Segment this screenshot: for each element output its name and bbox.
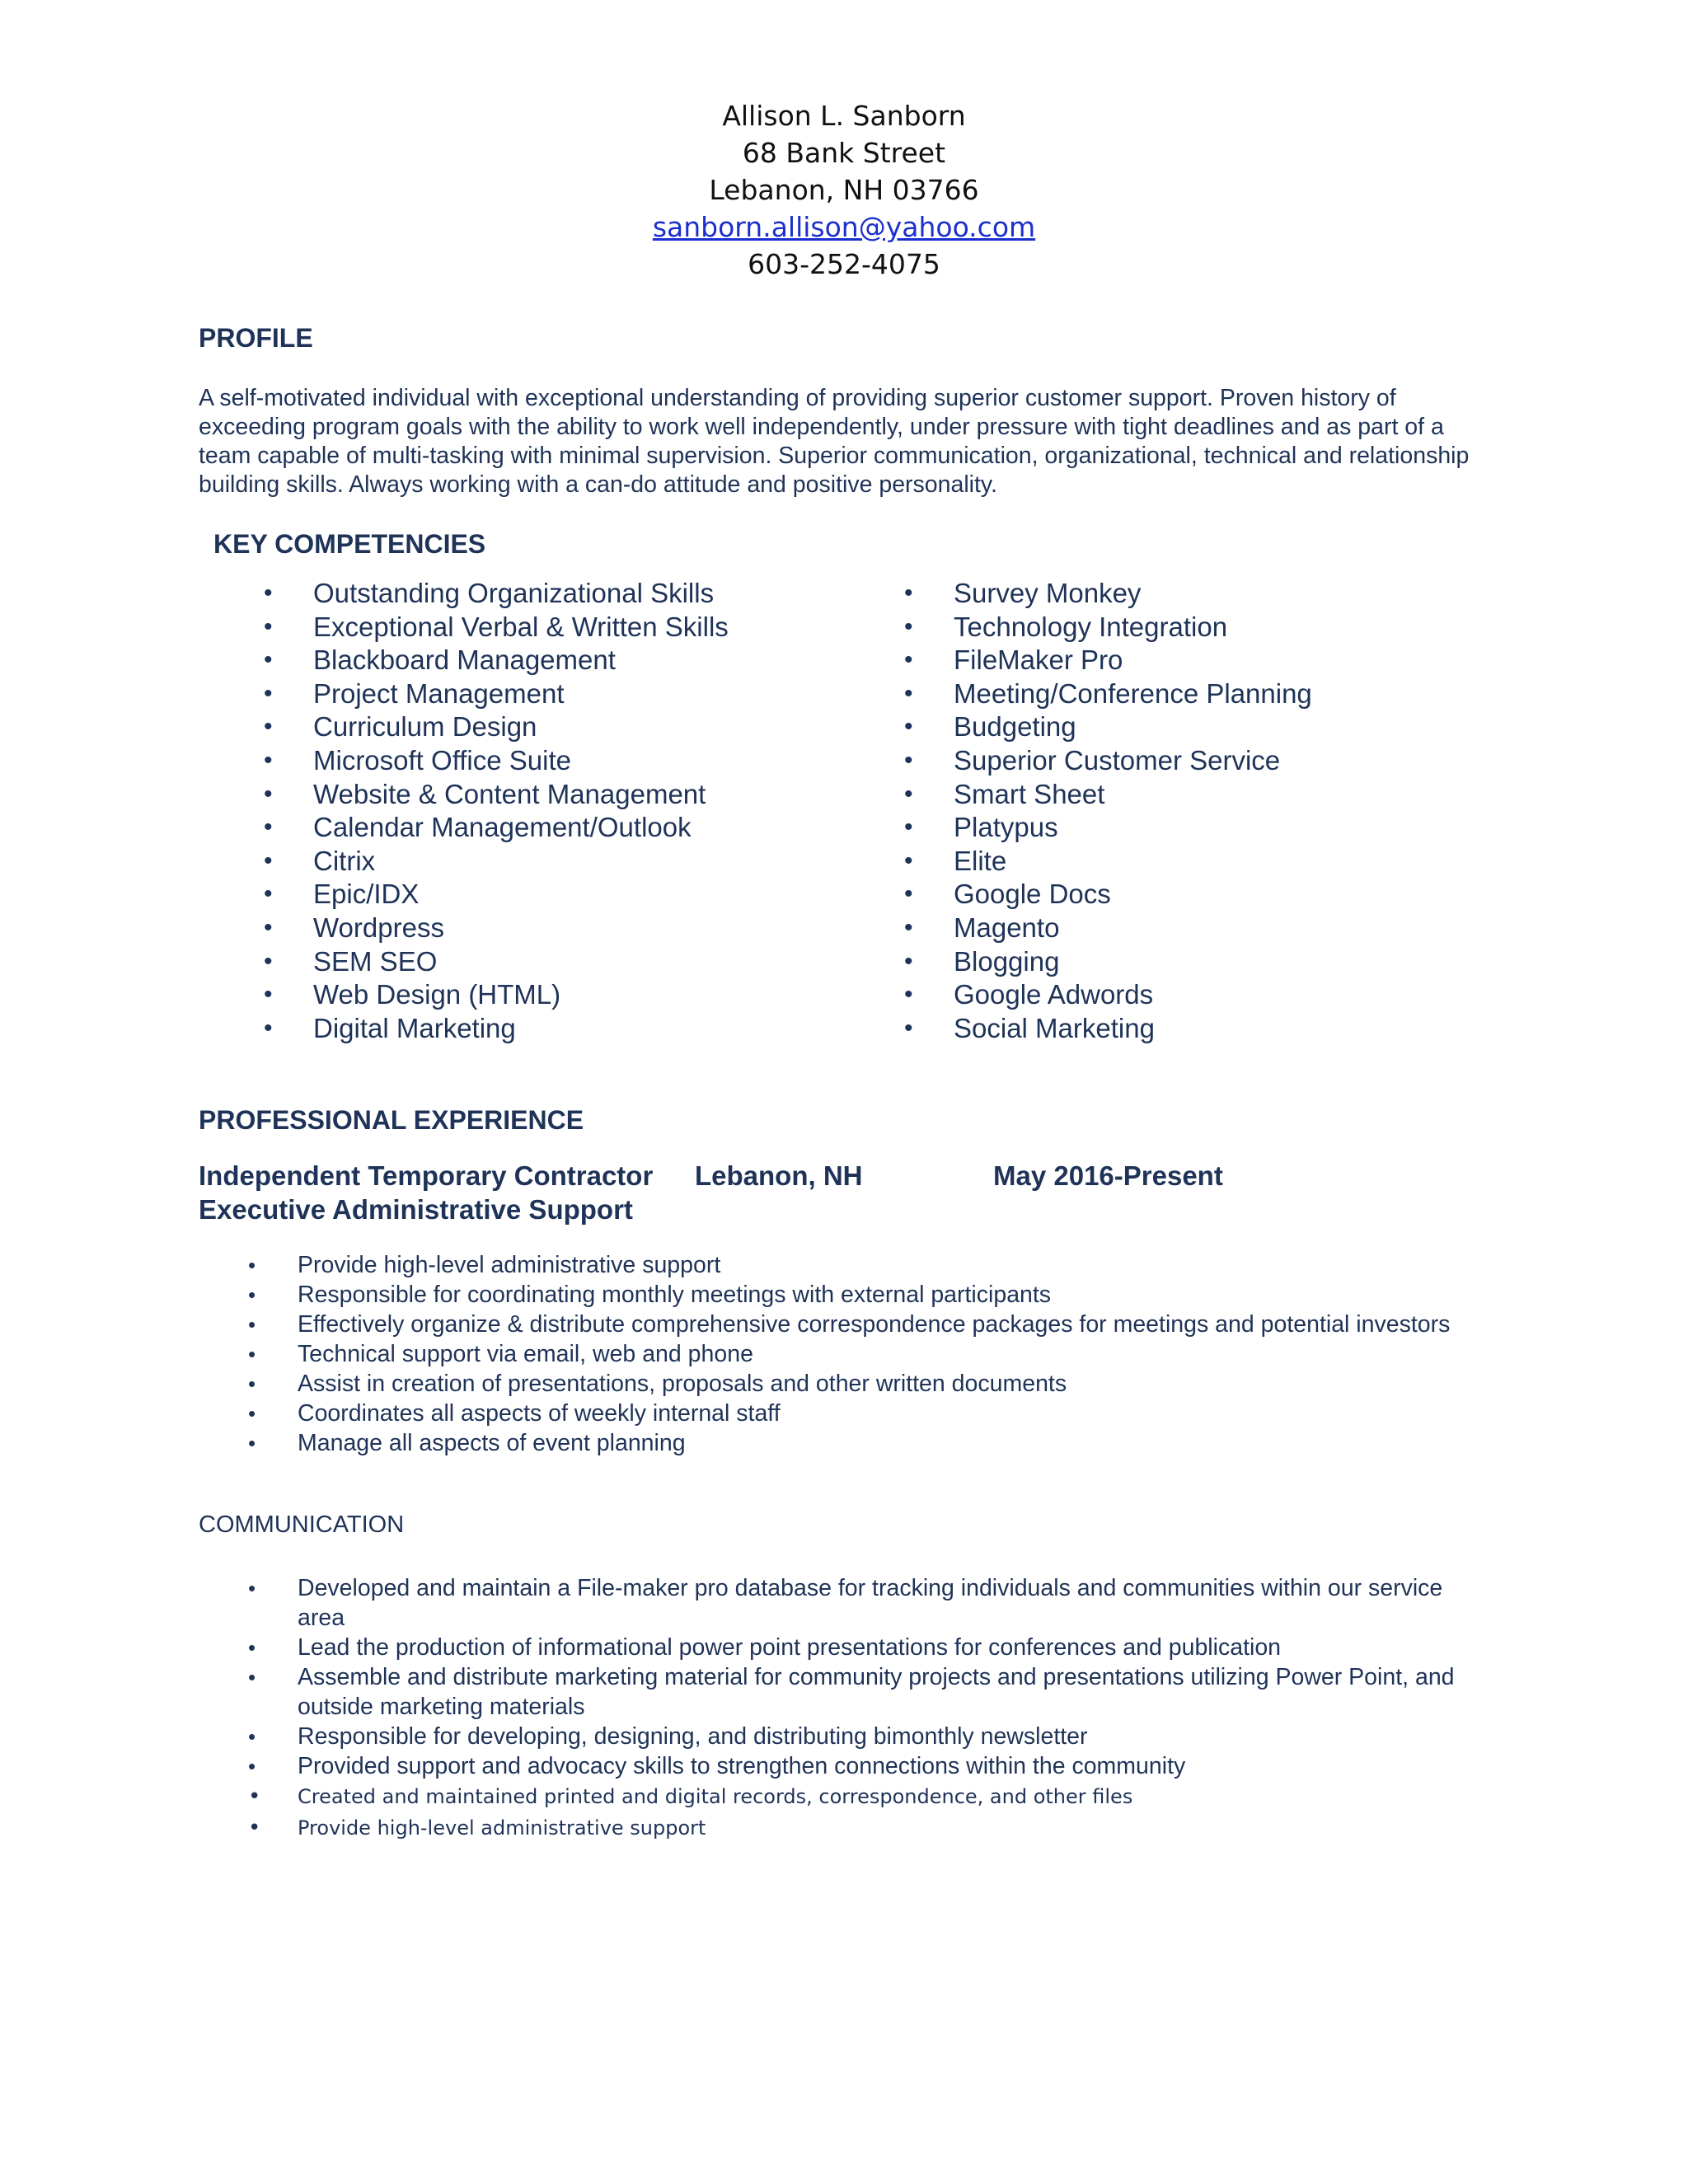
competency-item-text: Blogging [954, 945, 1060, 977]
bullet-icon: • [264, 880, 273, 908]
job-role: Executive Administrative Support [199, 1194, 633, 1225]
competency-item-text: Smart Sheet [954, 778, 1105, 809]
job-duties-list [248, 1250, 1493, 1458]
bullet-icon: • [904, 947, 913, 975]
bullet-icon: • [264, 947, 273, 975]
bullet-icon: • [264, 1014, 273, 1042]
competency-item [904, 778, 1312, 812]
communication-item [248, 1573, 1493, 1633]
competencies-list-left [264, 577, 729, 1045]
communication-item-text: Responsible for developing, designing, and distributing bimonthly newsletter [298, 1723, 1088, 1750]
duty-item [248, 1280, 1493, 1310]
street-address: 68 Bank Street [742, 137, 946, 169]
bullet-icon: • [248, 1282, 256, 1307]
profile-summary: A self-motivated individual with exceptional understanding of providing superior customer support. Proven history of exceeding program goals with the ability to work well independently, under pressure with tight deadlines and as part of a team capable of multi-tasking with minimal supervision. Superior communication, organizational, technical and relationship building skills. Always working with a can-do attitude and positive personality. [199, 385, 1470, 498]
competency-item-text: Outstanding Organizational Skills [313, 578, 715, 608]
communication-item [248, 1722, 1493, 1751]
duty-item-text: Assist in creation of presentations, proposals and other written documents [298, 1371, 1067, 1397]
communication-item [248, 1633, 1493, 1662]
communication-item-text: Provide high-level administrative support [298, 1816, 706, 1840]
competency-item-text: Survey Monkey [954, 578, 1142, 608]
competency-item-text: Citrix [313, 845, 376, 876]
communication-item-text: Provided support and advocacy skills to strengthen connections within the community [298, 1753, 1186, 1779]
competency-item-text: SEM SEO [313, 945, 438, 977]
competency-item-text: Superior Customer Service [954, 744, 1281, 776]
bullet-icon: • [248, 1342, 256, 1366]
duty-item [248, 1339, 1493, 1369]
job-title: Independent Temporary Contractor [199, 1160, 654, 1191]
duty-item [248, 1369, 1493, 1399]
duty-item-text: Coordinates all aspects of weekly internal staff [298, 1400, 781, 1427]
bullet-icon: • [904, 579, 913, 607]
competency-item-text: Web Design (HTML) [313, 979, 561, 1010]
city-state-zip: Lebanon, NH 03766 [709, 174, 979, 206]
competency-item [904, 677, 1312, 711]
competency-item-text: Blackboard Management [313, 644, 616, 676]
competency-item [264, 677, 729, 711]
bullet-icon: • [248, 1784, 261, 1809]
competency-item [264, 811, 729, 845]
duty-item [248, 1310, 1493, 1339]
bullet-icon: • [264, 679, 273, 707]
bullet-icon: • [248, 1371, 256, 1396]
bullet-icon: • [248, 1401, 256, 1426]
communication-item-text: Assemble and distribute marketing material for community projects and presentations utilizing Power Point, and outside marketing materials [298, 1664, 1455, 1720]
competency-item [264, 845, 729, 879]
competency-item [264, 611, 729, 644]
competency-item [904, 644, 1312, 677]
bullet-icon: • [904, 612, 913, 640]
competency-item-text: Google Adwords [954, 979, 1154, 1010]
communication-item [248, 1812, 1493, 1844]
bullet-icon: • [904, 679, 913, 707]
communication-heading: COMMUNICATION [199, 1511, 405, 1538]
bullet-icon: • [248, 1816, 261, 1840]
competency-item-text: Google Docs [954, 879, 1111, 910]
bullet-icon: • [248, 1665, 256, 1690]
communication-item [248, 1662, 1493, 1722]
bullet-icon: • [904, 813, 913, 841]
communication-item-text: Created and maintained printed and digital records, correspondence, and other files [298, 1785, 1133, 1808]
competency-item [264, 744, 729, 778]
bullet-icon: • [904, 780, 913, 808]
bullet-icon: • [248, 1431, 256, 1455]
bullet-icon: • [264, 646, 273, 674]
bullet-icon: • [904, 981, 913, 1009]
competency-item [904, 845, 1312, 879]
competency-item [904, 577, 1312, 611]
competency-item-text: Elite [954, 845, 1007, 876]
competency-item [904, 744, 1312, 778]
competency-item [904, 1012, 1312, 1046]
communication-item-text: Lead the production of informational power point presentations for conferences and publication [298, 1634, 1282, 1661]
competency-item-text: Technology Integration [954, 611, 1228, 642]
bullet-icon: • [264, 913, 273, 941]
duty-item-text: Provide high-level administrative support [298, 1252, 721, 1278]
bullet-icon: • [264, 579, 273, 607]
competency-item-text: Budgeting [954, 711, 1076, 743]
competency-item [264, 1012, 729, 1046]
email-link[interactable]: sanborn.allison@yahoo.com [652, 211, 1036, 243]
job-location: Lebanon, NH [695, 1160, 863, 1191]
competency-item-text: Calendar Management/Outlook [313, 812, 692, 843]
bullet-icon: • [264, 813, 273, 841]
competency-item [264, 912, 729, 945]
bullet-icon: • [904, 846, 913, 874]
competency-item-text: Microsoft Office Suite [313, 744, 572, 776]
competency-item [904, 945, 1312, 979]
competency-item-text: Platypus [954, 812, 1058, 843]
competency-item-text: Wordpress [313, 912, 444, 943]
communication-item [248, 1751, 1493, 1781]
competency-item-text: Curriculum Design [313, 711, 537, 743]
competency-item-text: Exceptional Verbal & Written Skills [313, 611, 729, 642]
duty-item-text: Responsible for coordinating monthly meetings with external participants [298, 1282, 1052, 1308]
bullet-icon: • [248, 1576, 256, 1601]
bullet-icon: • [904, 1014, 913, 1042]
competency-item [904, 878, 1312, 912]
bullet-icon: • [264, 981, 273, 1009]
competency-item [264, 778, 729, 812]
competency-item [904, 811, 1312, 845]
competency-item [904, 912, 1312, 945]
competencies-heading: KEY COMPETENCIES [213, 529, 486, 559]
phone-number: 603-252-4075 [748, 248, 940, 280]
duty-item-text: Effectively organize & distribute comprehensive correspondence packages for meetings and potential investors [298, 1311, 1451, 1338]
applicant-name: Allison L. Sanborn [722, 100, 966, 132]
competency-item-text: Epic/IDX [313, 879, 420, 910]
bullet-icon: • [248, 1635, 256, 1660]
bullet-icon: • [264, 846, 273, 874]
bullet-icon: • [248, 1724, 256, 1749]
duty-item-text: Technical support via email, web and phone [298, 1341, 753, 1367]
bullet-icon: • [248, 1253, 256, 1277]
competency-item-text: Meeting/Conference Planning [954, 677, 1312, 709]
bullet-icon: • [904, 713, 913, 741]
bullet-icon: • [264, 612, 273, 640]
competency-item [264, 878, 729, 912]
competency-item [264, 577, 729, 611]
duty-item [248, 1250, 1493, 1280]
competency-item-text: Digital Marketing [313, 1012, 516, 1043]
bullet-icon: • [264, 780, 273, 808]
experience-heading: PROFESSIONAL EXPERIENCE [199, 1105, 584, 1135]
competency-item-text: Social Marketing [954, 1012, 1155, 1043]
competencies-list-right [904, 577, 1312, 1045]
competency-item-text: Website & Content Management [313, 778, 706, 809]
competency-item [264, 644, 729, 677]
competency-item [904, 710, 1312, 744]
bullet-icon: • [248, 1312, 256, 1337]
competency-item [264, 710, 729, 744]
competency-item [904, 978, 1312, 1012]
competency-item [264, 978, 729, 1012]
communication-item [248, 1781, 1493, 1812]
competency-item-text: FileMaker Pro [954, 644, 1123, 676]
competency-item-text: Magento [954, 912, 1060, 943]
duty-item-text: Manage all aspects of event planning [298, 1430, 686, 1456]
bullet-icon: • [904, 913, 913, 941]
contact-block [0, 97, 1688, 283]
job-dates: May 2016-Present [993, 1160, 1223, 1191]
communication-duties-list [248, 1573, 1493, 1844]
competency-item-text: Project Management [313, 677, 565, 709]
duty-item [248, 1399, 1493, 1428]
bullet-icon: • [264, 746, 273, 774]
bullet-icon: • [904, 646, 913, 674]
duty-item [248, 1428, 1493, 1458]
competency-item [264, 945, 729, 979]
communication-item-text: Developed and maintain a File-maker pro database for tracking individuals and communities within our service area [298, 1575, 1443, 1631]
profile-heading: PROFILE [199, 323, 313, 353]
bullet-icon: • [264, 713, 273, 741]
bullet-icon: • [904, 880, 913, 908]
competency-item [904, 611, 1312, 644]
bullet-icon: • [904, 746, 913, 774]
bullet-icon: • [248, 1754, 256, 1779]
